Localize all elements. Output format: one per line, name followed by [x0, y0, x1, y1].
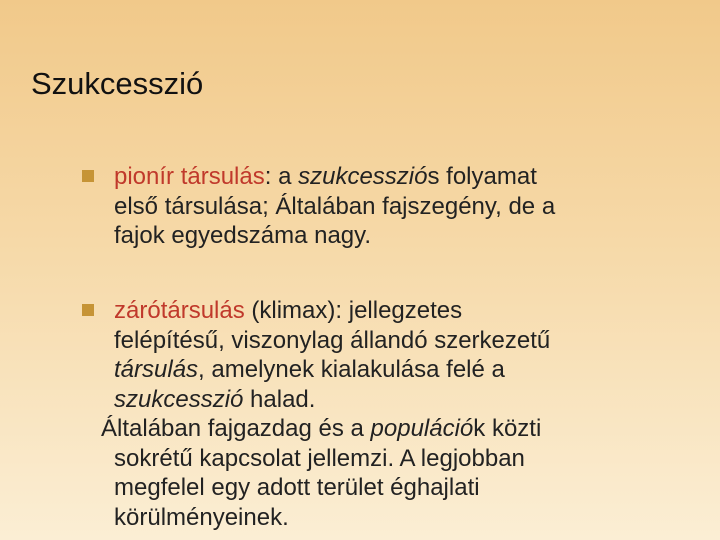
- italic-term: szukcesszió: [114, 385, 244, 413]
- line-2: első társulása; Általában fajszegény, de a: [114, 192, 556, 220]
- text-segment: k közti: [473, 415, 542, 442]
- line-6: sokrétű kapcsolat jellemzi. A legjobban: [114, 444, 525, 472]
- line-5: [101, 414, 654, 444]
- bullet-marker-2: [82, 304, 94, 316]
- text-segment: a: [271, 163, 299, 190]
- term-klimax: (klimax):: [244, 297, 349, 324]
- line-4: [114, 385, 654, 415]
- line-8: körülményeinek.: [114, 503, 289, 531]
- line-3: [114, 355, 654, 385]
- term-pionir: pionír társulás: [114, 163, 265, 190]
- term-colon: :: [264, 163, 272, 190]
- italic-term: társulás: [114, 356, 199, 383]
- line-2: felépítésű, viszonylag állandó szerkezetű: [114, 326, 551, 354]
- slide-title: Szukcesszió: [31, 66, 204, 101]
- line-7: megfelel egy adott terület éghajlati: [114, 474, 480, 501]
- text-segment: jellegzetes: [348, 297, 463, 324]
- text-segment: , amelynek kialakulása felé a: [198, 356, 505, 383]
- text-segment: Általában fajgazdag és a: [101, 415, 371, 442]
- line-3: fajok egyedszáma nagy.: [114, 222, 372, 249]
- line-1: [114, 296, 654, 326]
- italic-term: populáció: [370, 415, 474, 442]
- bullet-marker-1: [82, 170, 94, 182]
- text-segment: s folyamat: [427, 163, 537, 190]
- bullet-pionir: [114, 162, 654, 251]
- term-zarotarsulas: zárótársulás: [114, 297, 245, 324]
- text-segment: halad.: [243, 385, 316, 413]
- bullet-zarotarsulas: [101, 296, 654, 532]
- line-1: [114, 162, 654, 192]
- italic-term: szukcesszió: [298, 163, 428, 190]
